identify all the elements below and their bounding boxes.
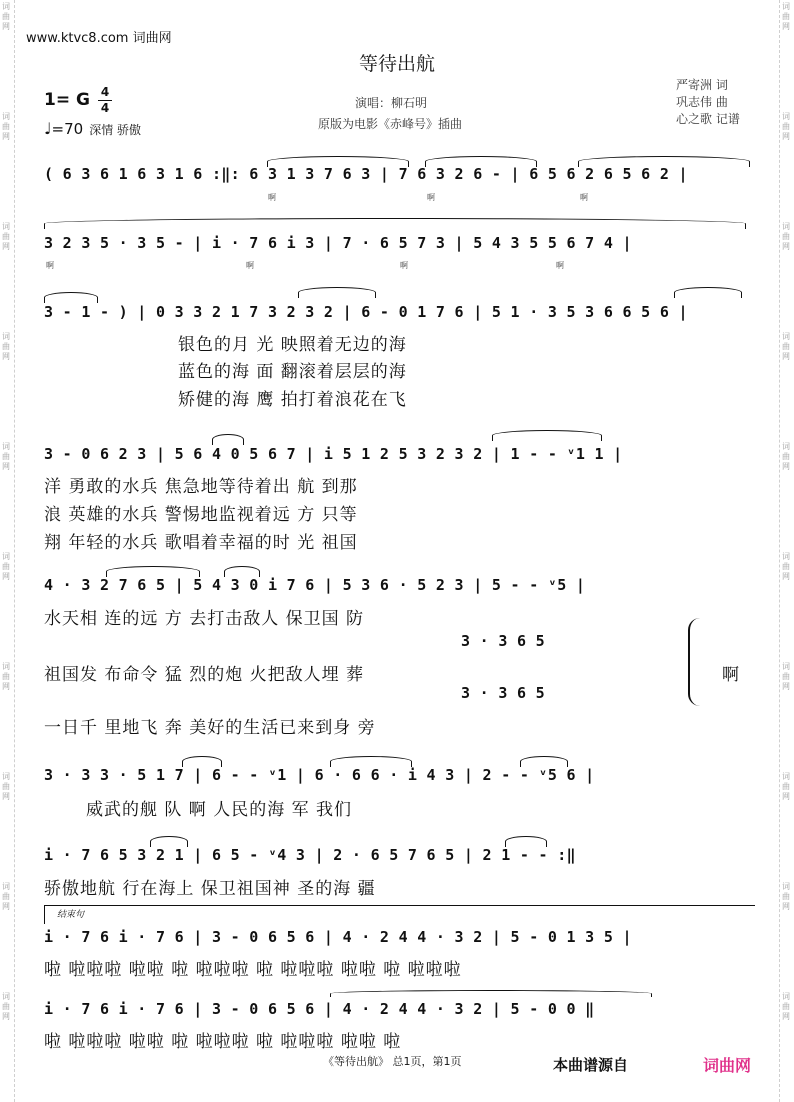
ah-text: 啊 xyxy=(400,261,408,270)
notation-row-4: 3 - 0 6 2 3 | 5 6 4 0 5 6 7 | i 5 1 2 5 3 2 3 2 | 1 - - ᵛ1 1 | xyxy=(44,445,623,463)
slur xyxy=(212,434,244,445)
time-signature-top: 4 xyxy=(100,85,110,99)
lyric-line: 蓝色的海 面 翻滚着层层的海 xyxy=(178,362,407,382)
key-signature: 1= G xyxy=(44,90,90,110)
credit-composer: 巩志伟 曲 xyxy=(676,95,728,109)
notation-row-6: 3 · 3 3 · 5 1 7 | 6 - - ᵛ1 | 6 · 6 6 · i 4 3 | 2 - - ᵛ5 6 | xyxy=(44,766,595,784)
ah-text: 啊 xyxy=(46,261,54,270)
right-watermark-strip xyxy=(779,0,794,1102)
tempo-marking xyxy=(44,119,141,138)
page-title: 等待出航 xyxy=(358,53,435,75)
lyric-line: 威武的舰 队 啊 人民的海 军 我们 xyxy=(86,800,353,820)
side-mark: 词曲网 xyxy=(782,992,790,1021)
slur xyxy=(674,287,742,298)
brand-logo[interactable]: 词曲网 xyxy=(703,1056,752,1075)
ah-text: 啊 xyxy=(268,193,276,202)
slur xyxy=(578,156,750,167)
time-signature xyxy=(98,86,112,115)
slur xyxy=(44,218,746,229)
side-mark: 词曲网 xyxy=(2,332,10,361)
lyric-line: 啦 啦啦啦 啦啦 啦 啦啦啦 啦 啦啦啦 啦啦 啦 xyxy=(44,1032,402,1052)
inner-notation: 3 · 3 6 5 xyxy=(461,632,545,650)
side-mark: 词曲网 xyxy=(2,112,10,141)
side-mark: 词曲网 xyxy=(2,662,10,691)
origin-note: 原版为电影《赤峰号》插曲 xyxy=(318,117,463,131)
slur xyxy=(330,990,652,997)
ah-text: 啊 xyxy=(246,261,254,270)
side-mark: 词曲网 xyxy=(2,992,10,1021)
slur xyxy=(44,292,98,303)
side-mark: 词曲网 xyxy=(782,112,790,141)
credit-lyricist: 严寄洲 词 xyxy=(676,78,728,92)
lyric-line: 洋 勇敢的水兵 焦急地等待着出 航 到那 xyxy=(44,477,358,497)
slur xyxy=(267,156,409,167)
ah-text: 啊 xyxy=(580,193,588,202)
lyric-line: 水天相 连的远 方 去打击敌人 保卫国 防 xyxy=(44,609,365,629)
site-url[interactable]: www.ktvc8.com 词曲网 xyxy=(26,31,172,46)
time-signature-bottom: 4 xyxy=(100,101,110,115)
page-footer: 《等待出航》 总1页，第1页 xyxy=(323,1055,462,1068)
credit-transcriber: 心之歌 记谱 xyxy=(676,112,740,126)
side-mark: 词曲网 xyxy=(782,332,790,361)
source-note: 本曲谱源自 xyxy=(553,1056,629,1074)
slur xyxy=(298,287,376,298)
ending-label: 结束句 xyxy=(57,910,85,920)
side-mark: 词曲网 xyxy=(2,552,10,581)
side-mark: 词曲网 xyxy=(782,2,790,31)
lyric-line: 祖国发 布命令 猛 烈的炮 火把敌人埋 葬 xyxy=(44,665,365,685)
singer: 演唱：柳石明 xyxy=(355,96,428,110)
expression-mark: 深情 骄傲 xyxy=(89,123,142,137)
inner-notation: 3 · 3 6 5 xyxy=(461,684,545,702)
lyric-line: 啦 啦啦啦 啦啦 啦 啦啦啦 啦 啦啦啦 啦啦 啦 啦啦啦 xyxy=(44,960,462,980)
slur xyxy=(492,430,602,441)
side-mark: 词曲网 xyxy=(2,442,10,471)
side-mark: 词曲网 xyxy=(2,882,10,911)
side-mark: 词曲网 xyxy=(782,442,790,471)
left-watermark-strip xyxy=(0,0,15,1102)
notation-row-2: 3 2 3 5 · 3 5 - | i · 7 6 i 3 | 7 · 6 5 7 3 | 5 4 3 5 5 6 7 4 | xyxy=(44,234,632,252)
lyric-line: 骄傲地航 行在海上 保卫祖国神 圣的海 疆 xyxy=(44,879,376,899)
side-mark: 词曲网 xyxy=(782,222,790,251)
tempo-value: =70 xyxy=(51,120,84,138)
slur xyxy=(425,156,537,167)
side-mark: 词曲网 xyxy=(2,222,10,251)
ah-text: 啊 xyxy=(427,193,435,202)
side-mark: 词曲网 xyxy=(782,662,790,691)
brace-icon xyxy=(688,618,700,706)
side-mark: 词曲网 xyxy=(782,772,790,801)
notation-row-8: i · 7 6 i · 7 6 | 3 - 0 6 5 6 | 4 · 2 4 4 · 3 2 | 5 - 0 1 3 5 | xyxy=(44,928,632,946)
lyric-line: 浪 英雄的水兵 警惕地监视着远 方 只等 xyxy=(44,505,358,525)
ah-text: 啊 xyxy=(556,261,564,270)
notation-row-1: ( 6 3 6 1 6 3 1 6 :‖: 6 3 1 3 7 6 3 | 7 6 3 2 6 - | 6 5 6 2 6 5 6 2 | xyxy=(44,165,688,183)
notation-row-5: 4 · 3 2 7 6 5 | 5 4 3 0 i 7 6 | 5 3 6 · 5 2 3 | 5 - - ᵛ5 | xyxy=(44,576,586,594)
quarter-note-icon: ♩ xyxy=(44,119,52,138)
lyric-line: 银色的月 光 映照着无边的海 xyxy=(178,335,407,355)
ending-bracket xyxy=(44,905,755,924)
side-mark: 词曲网 xyxy=(782,552,790,581)
side-mark: 词曲网 xyxy=(782,882,790,911)
notation-row-7: i · 7 6 5 3 2 1 | 6 5 - ᵛ4 3 | 2 · 6 5 7 6 5 | 2 1 - - :‖ xyxy=(44,846,576,864)
notation-row-9: i · 7 6 i · 7 6 | 3 - 0 6 5 6 | 4 · 2 4 4 · 3 2 | 5 - 0 0 ‖ xyxy=(44,1000,595,1018)
side-mark: 词曲网 xyxy=(2,2,10,31)
side-mark: 词曲网 xyxy=(2,772,10,801)
lyric-line: 翔 年轻的水兵 歌唱着幸福的时 光 祖国 xyxy=(44,533,358,553)
lyric-line: 矫健的海 鹰 拍打着浪花在飞 xyxy=(178,390,407,410)
ah-lyric: 啊 xyxy=(722,665,740,685)
notation-row-3: 3 - 1 - ) | 0 3 3 2 1 7 3 2 3 2 | 6 - 0 1 7 6 | 5 1 · 3 5 3 6 6 5 6 | xyxy=(44,303,688,321)
lyric-line: 一日千 里地飞 奔 美好的生活已来到身 旁 xyxy=(44,718,376,738)
